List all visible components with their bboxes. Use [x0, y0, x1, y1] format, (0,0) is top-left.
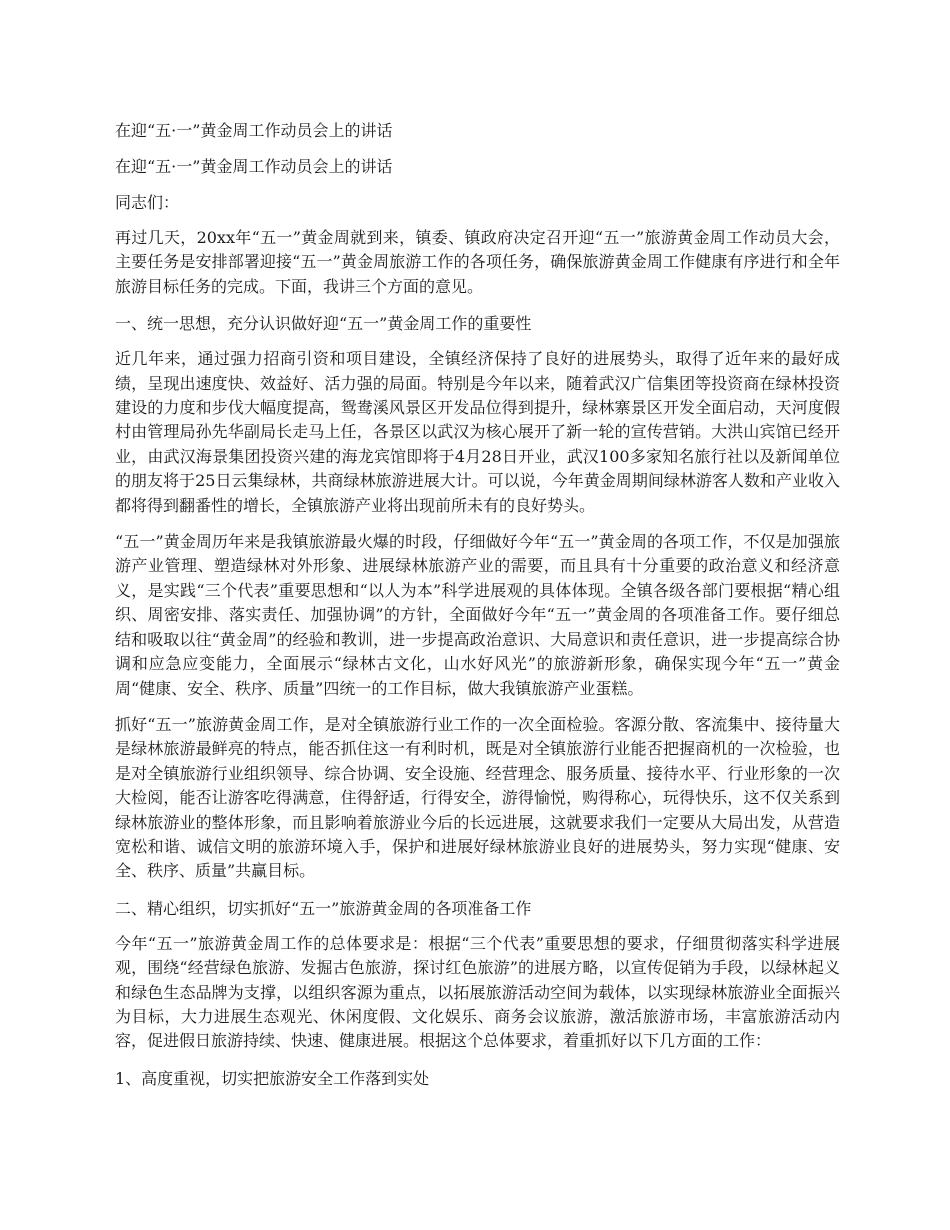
- document-title: 在迎“五·一”黄金周工作动员会上的讲话: [115, 121, 393, 140]
- paragraph-development: 近几年来，通过强力招商引资和项目建设，全镇经济保持了良好的进展势头，取得了近年来的最好成绩，呈现出速度快、效益好、活力强的局面。特别是今年以来，随着武汉广信集团等投资商在绿林投资建设的力度和步伐大幅度提高，鸳鸯溪风景区开发品位得到提升，绿林寨景区开发全面启动，天河度假村由管理局孙先华副局长走马上任，各景区以武汉为核心展开了新一轮的宣传营销。大洪山宾馆已经开业，由武汉海景集团投资兴建的海龙宾馆即将于4月28日开业，武汉100多家知名旅行社以及新闻单位的朋友将于25日云集绿林，共商绿林旅游进展大计。可以说，今年黄金周期间绿林游客人数和产业收入都将得到翻番性的增长，全镇旅游产业将出现前所未有的良好势头。: [115, 349, 840, 515]
- section-heading-1: 一、统一思想，充分认识做好迎“五一”黄金周工作的重要性: [115, 314, 532, 334]
- paragraph-requirements: 今年“五一”旅游黄金周工作的总体要求是：根据“三个代表”重要思想的要求，仔细贯彻落实科学进展观，围绕“经营绿色旅游、发掘古色旅游，探讨红色旅游”的进展方略，以宣传促销为手段，以绿林起义和绿色生态品牌为支撑，以组织客源为重点，以拓展旅游活动空间为载体，以实现绿林旅游业全面振兴为目标，大力进展生态观光、休闲度假、文化娱乐、商务会议旅游，激活旅游市场，丰富旅游活动内容，促进假日旅游持续、快速、健康进展。根据这个总体要求，着重抓好以下几方面的工作：: [115, 933, 840, 1051]
- document-page: [115, 118, 840, 1102]
- subsection-heading-1: 1、高度重视，切实把旅游安全工作落到实处: [115, 1068, 430, 1088]
- paragraph-inspection: 抓好“五一”旅游黄金周工作，是对全镇旅游行业工作的一次全面检验。客源分散、客流集中、接待量大是绿林旅游最鲜亮的特点，能否抓住这一有利时机，既是对全镇旅游行业能否把握商机的一次检验，也是对全镇旅游行业组织领导、综合协调、安全设施、经营理念、服务质量、接待水平、行业形象的一次大检阅，能否让游客吃得满意，住得舒适，行得安全，游得愉悦，购得称心，玩得快乐，这不仅关系到绿林旅游业的整体形象，而且影响着旅游业今后的长远进展，这就要求我们一定要从大局出发，从营造宽松和谐、诚信文明的旅游环境入手，保护和进展好绿林旅游业良好的进展势头，努力实现“健康、安全、秩序、质量”共赢目标。: [115, 714, 840, 881]
- section-heading-2: 二、精心组织，切实抓好“五一”旅游黄金周的各项准备工作: [115, 898, 532, 918]
- salutation: 同志们：: [115, 193, 180, 212]
- paragraph-golden-week: “五一”黄金周历年来是我镇旅游最火爆的时段，仔细做好今年“五一”黄金周的各项工作，不仅是加强旅游产业管理、塑造绿林对外形象、进展绿林旅游产业的需要，而且具有十分重要的政治意义和经济意义，是实践“三个代表”重要思想和“以人为本”科学进展观的具体体现。全镇各级各部门要根据“精心组织、周密安排、落实责任、加强协调”的方针，全面做好今年“五一”黄金周的各项准备工作。要仔细总结和吸取以往“黄金周”的经验和教训，进一步提高政治意识、大局意识和责任意识，进一步提高综合协调和应急应变能力，全面展示“绿林古文化，山水好风光”的旅游新形象，确保实现今年“五一”黄金周“健康、安全、秩序、质量”四统一的工作目标，做大我镇旅游产业蛋糕。: [115, 532, 840, 698]
- document-subtitle: 在迎“五·一”黄金周工作动员会上的讲话: [115, 157, 393, 176]
- paragraph-intro: 再过几天，20xx年“五一”黄金周就到来，镇委、镇政府决定召开迎“五一”旅游黄金周工作动员大会，主要任务是安排部署迎接“五一”黄金周旅游工作的各项任务，确保旅游黄金周工作健康有序进行和全年旅游目标任务的完成。下面，我讲三个方面的意见。: [115, 228, 840, 296]
